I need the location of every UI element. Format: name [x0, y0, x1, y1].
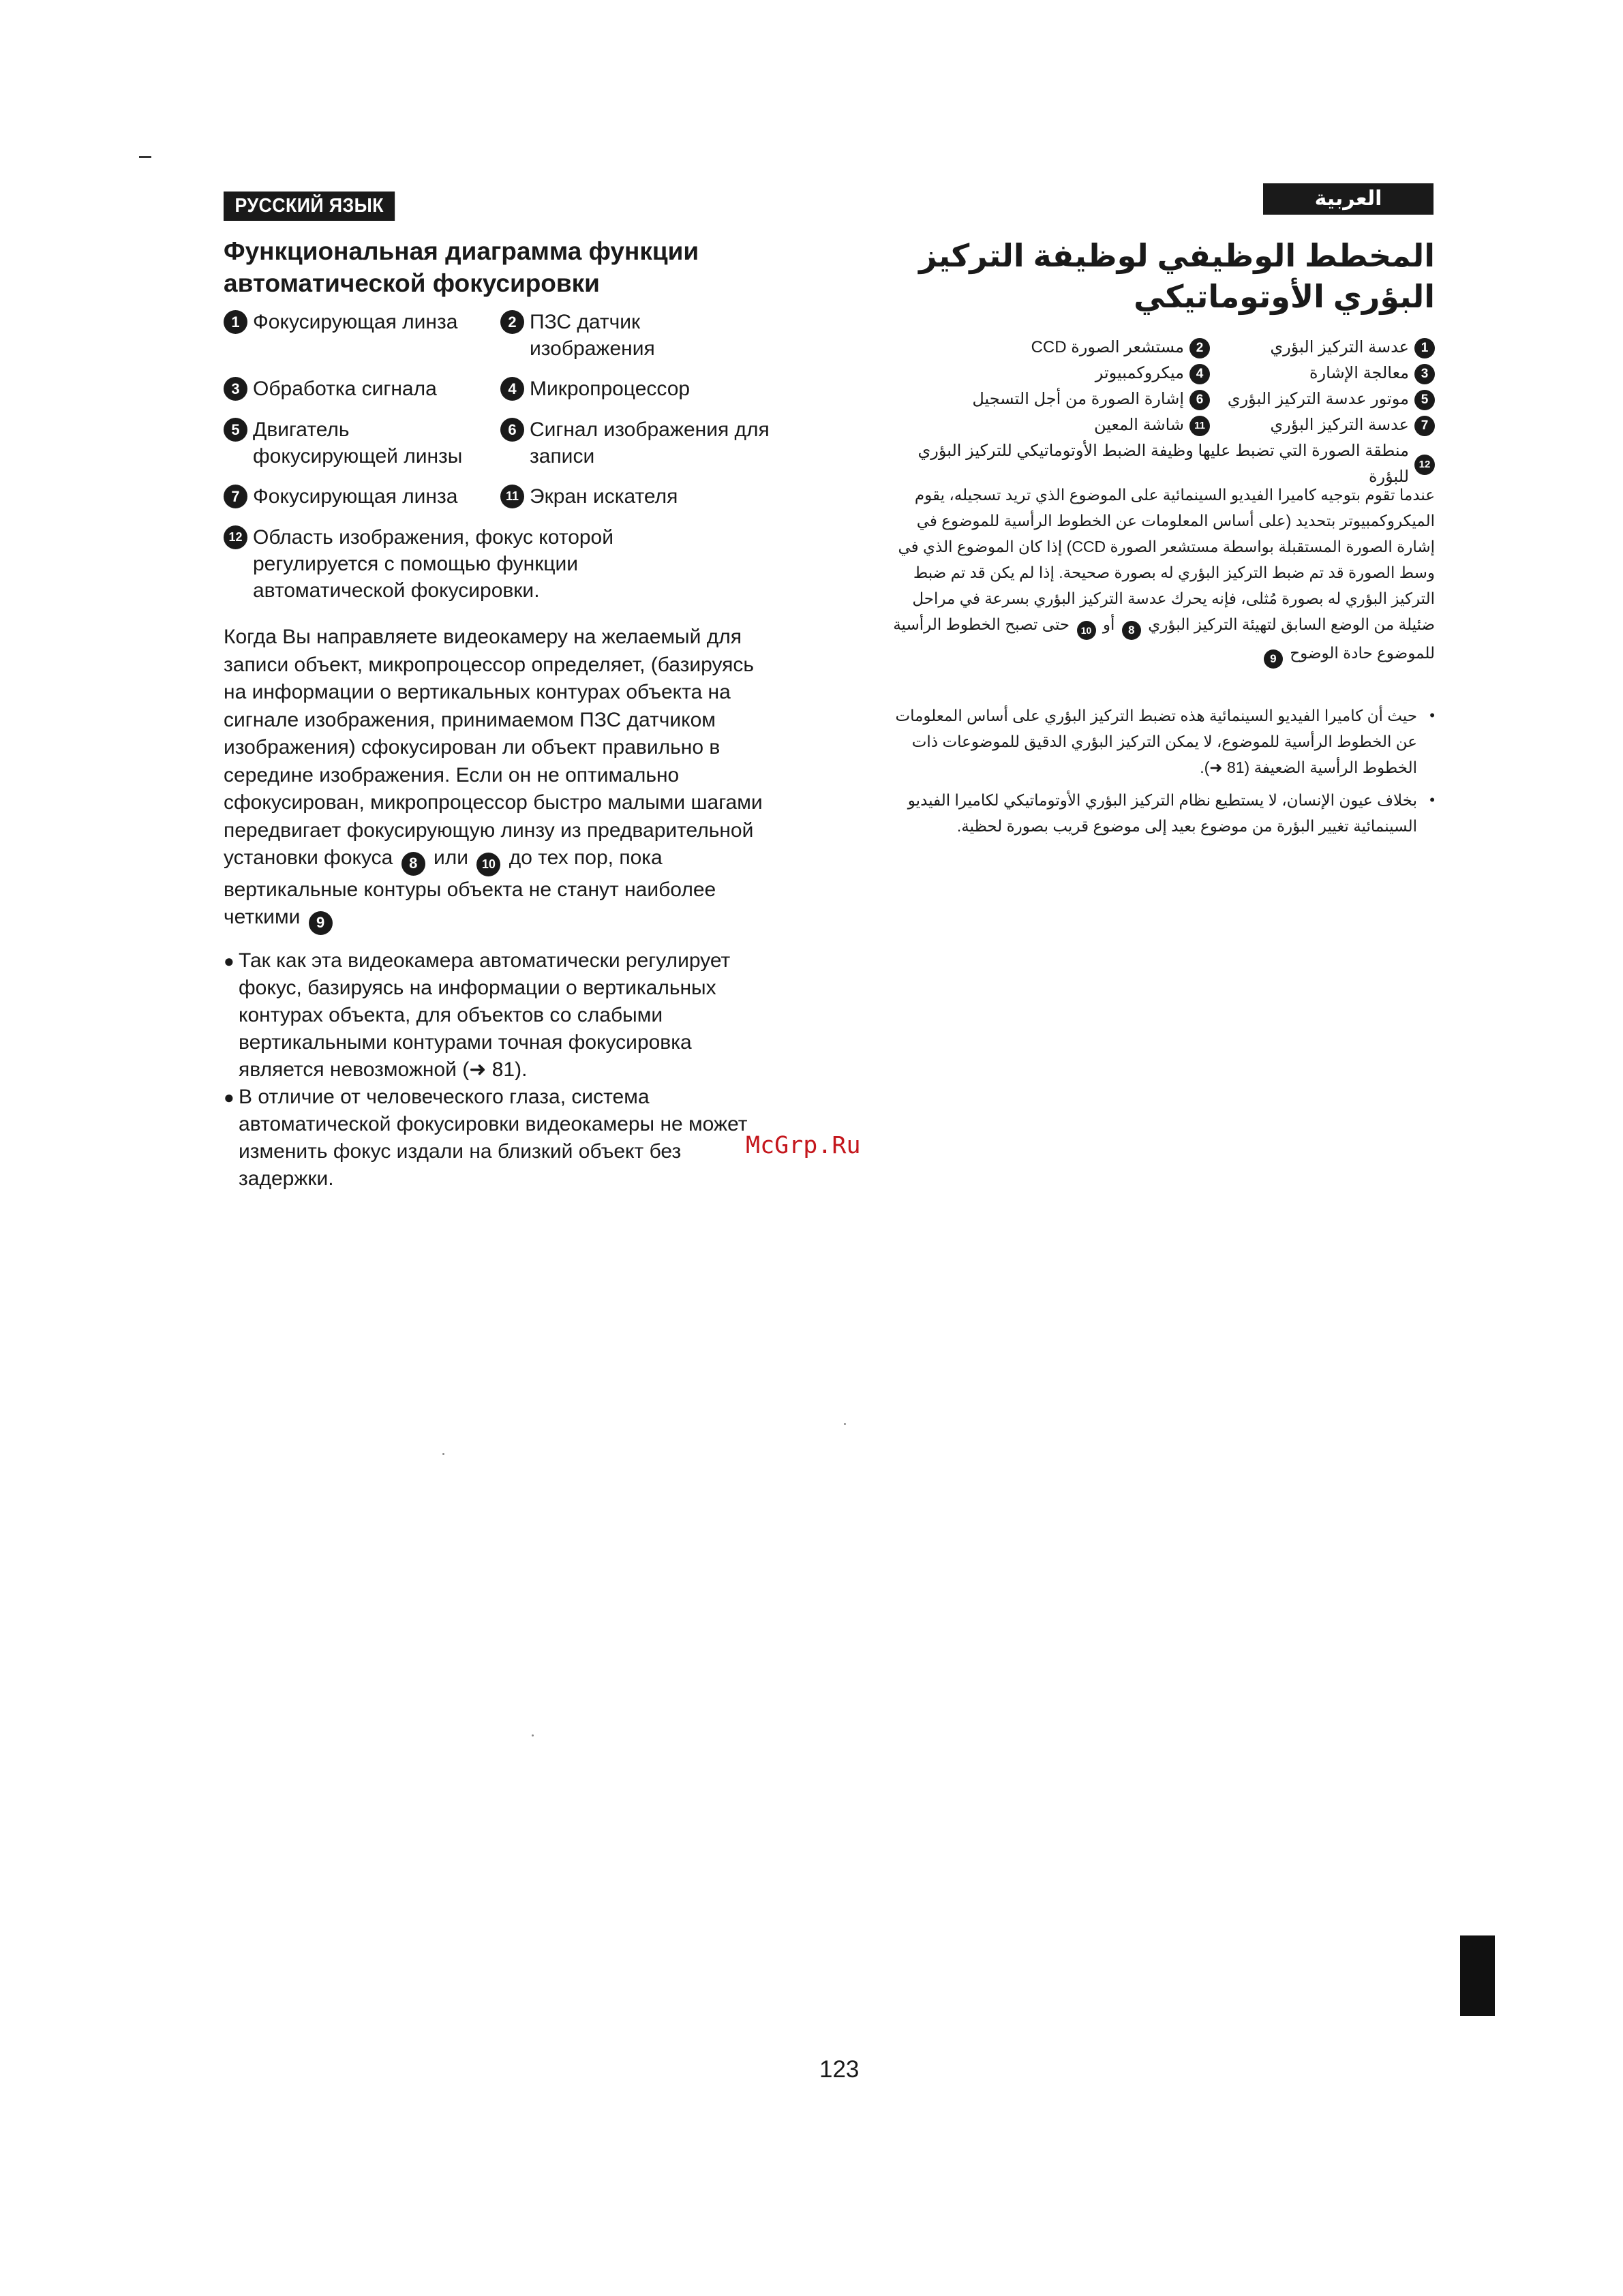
legend-item [972, 386, 1210, 412]
note-text: بخلاف عيون الإنسان، لا يستطيع نظام التركيز البؤري الأوتوماتيكي لكاميرا الفيديو السينمائية تغيير البؤرة من موضوع بعيد إلى موضوع قريب بصورة لحظية. [907, 791, 1417, 835]
russian-title: Функциональная диаграмма функции автоматической фокусировки [224, 237, 699, 297]
legend-label: عدسة التركيز البؤري [1270, 416, 1409, 434]
note-item [224, 1084, 776, 1193]
bullet-icon: • [1429, 707, 1435, 724]
callout-number-icon: 12 [224, 525, 247, 549]
russian-notes [224, 947, 776, 1193]
callout-number-icon: 10 [1077, 621, 1096, 640]
callout-number-icon: 1 [224, 310, 247, 334]
body-text: أو [1102, 615, 1115, 633]
callout-number-icon: 12 [1414, 455, 1435, 475]
note-text: Так как эта видеокамера автоматически регулирует фокус, базируясь на информации о вертикальных контурах объекта, для объектов со слабыми вертикальными контурами точная фокусировка является невозможной (➜ 81). [239, 949, 731, 1081]
legend-item [1270, 412, 1435, 438]
legend-item [1270, 335, 1435, 361]
callout-number-icon: 7 [224, 485, 247, 508]
callout-number-icon: 8 [401, 852, 425, 876]
legend-label: عدسة التركيز البؤري [1270, 338, 1409, 356]
legend-item [879, 438, 1435, 490]
callout-number-icon: 9 [309, 911, 333, 935]
legend-label: Фокусирующая линза [253, 311, 458, 333]
arabic-column [879, 235, 1435, 846]
callout-number-icon: 8 [1122, 621, 1141, 640]
legend-label: منطقة الصورة التي تضبط عليها وظيفة الضبط الأوتوماتيكي للتركيز البؤري للبؤرة [917, 442, 1409, 486]
bullet-icon: ● [224, 951, 234, 971]
scan-speck [532, 1734, 534, 1736]
legend-item [1031, 335, 1210, 361]
callout-number-icon: 11 [1189, 416, 1210, 436]
legend-label: Область изображения, фокус которой регулируется с помощью функции автоматической фокусировки. [253, 526, 613, 602]
callout-number-icon: 11 [500, 485, 524, 508]
legend-label: موتور عدسة التركيز البؤري [1227, 390, 1409, 408]
legend-item [1228, 386, 1435, 412]
legend-item [1095, 361, 1210, 386]
callout-number-icon: 4 [500, 377, 524, 401]
legend-label: Микропроцессор [530, 378, 691, 400]
bullet-icon: ● [224, 1087, 234, 1107]
callout-number-icon: 1 [1414, 338, 1435, 358]
note-text: В отличие от человеческого глаза, система автоматической фокусировки видеокамеры не может изменить фокус издали на близкий объект без задержки. [239, 1086, 748, 1190]
body-text: до тех пор, пока вертикальные контуры объекта не станут наиболее четкими [224, 846, 716, 929]
note-item [879, 787, 1435, 839]
language-badge-arabic: العربية [1263, 183, 1434, 215]
note-item [879, 703, 1435, 780]
arabic-body-paragraph [879, 482, 1435, 669]
bullet-icon: • [1429, 791, 1435, 808]
margin-dash-mark [139, 156, 151, 158]
body-text: Когда Вы направляете видеокамеру на желаемый для записи объект, микропроцессор определяет, (базируясь на информации о вертикальных контурах объекта на сигнале изображения, принимаемом ПЗС датчиком изображения) сфокусирован ли объект правильно в середине изображения. Если он не оптимально сфокусирован, микропроцессор быстро малыми шагами передвигает фокусирующую линзу из предварительной установки фокуса [224, 626, 763, 869]
legend-label: Сигнал изображения для записи [530, 418, 770, 468]
callout-number-icon: 6 [1189, 390, 1210, 410]
legend-label: معالجة الإشارة [1309, 364, 1409, 382]
legend-item [224, 309, 496, 335]
legend-item [500, 309, 705, 362]
legend-item [500, 416, 773, 470]
legend-label: Обработка сигнала [253, 378, 437, 400]
page-number: 123 [819, 2056, 860, 2083]
callout-number-icon: 6 [500, 418, 524, 442]
body-text: عندما تقوم بتوجيه كاميرا الفيديو السينمائية على الموضوع الذي تريد تسجيله، يقوم الميكروكمبيوتر بتحديد (على أساس المعلومات عن الخطوط الرأسية للموضوع في إشارة الصورة المستقبلة بواسطة مستشعر الصورة CCD) إذا كان الموضوع الذي في وسط الصورة قد تم ضبط التركيز البؤري له بصورة صحيحة. إذا لم يكن قد تم ضبط التركيز البؤري له بصورة مُثلى، فإنه يحرك عدسة التركيز البؤري بسرعة في مراحل ضئيلة من الوضع السابق لتهيئة التركيز البؤري [898, 486, 1435, 633]
legend-label: مستشعر الصورة CCD [1031, 338, 1184, 356]
callout-number-icon: 2 [1189, 338, 1210, 358]
russian-body-paragraph [224, 624, 776, 935]
legend-item [224, 524, 660, 604]
legend-item [500, 483, 773, 510]
body-text: حتى تصبح الخطوط الرأسية للموضوع حادة الوضوح [893, 615, 1435, 662]
legend-item [1309, 361, 1435, 386]
arabic-title: المخطط الوظيفي لوظيفة التركيز البؤري الأوتوماتيكي [919, 238, 1435, 314]
body-text: или [434, 846, 469, 869]
arabic-legend [879, 335, 1435, 486]
legend-label: ميكروكمبيوتر [1095, 364, 1184, 382]
legend-item [500, 376, 773, 402]
legend-item [224, 483, 496, 510]
arabic-notes [879, 703, 1435, 839]
russian-legend [224, 309, 776, 624]
callout-number-icon: 7 [1414, 416, 1435, 436]
callout-number-icon: 4 [1189, 364, 1210, 384]
note-text: حيث أن كاميرا الفيديو السينمائية هذه تضبط التركيز البؤري على أساس المعلومات عن الخطوط الرأسية للموضوع، لا يمكن التركيز البؤري الدقيق للموضوعات ذات الخطوط الرأسية الضعيفة (81 ➜). [895, 707, 1417, 776]
legend-label: Экран искателя [530, 485, 678, 508]
scan-speck [442, 1453, 444, 1455]
legend-item [1094, 412, 1210, 438]
legend-item [224, 376, 496, 402]
legend-label: شاشة المعين [1093, 416, 1184, 434]
russian-column [224, 235, 776, 1193]
legend-item [224, 416, 489, 470]
callout-number-icon: 5 [224, 418, 247, 442]
legend-label: إشارة الصورة من أجل التسجيل [972, 390, 1184, 408]
callout-number-icon: 3 [224, 377, 247, 401]
legend-label: ПЗС датчик изображения [530, 311, 655, 360]
callout-number-icon: 3 [1414, 364, 1435, 384]
callout-number-icon: 10 [476, 853, 500, 876]
language-badge-russian: РУССКИЙ ЯЗЫК [224, 192, 395, 221]
callout-number-icon: 5 [1414, 390, 1435, 410]
legend-label: Фокусирующая линза [253, 485, 458, 508]
legend-label: Двигатель фокусирующей линзы [253, 418, 463, 468]
scan-speck [844, 1423, 846, 1425]
callout-number-icon: 2 [500, 310, 524, 334]
callout-number-icon: 9 [1264, 649, 1283, 669]
thumb-index-tab [1460, 1935, 1495, 2016]
watermark: McGrp.Ru [746, 1132, 861, 1159]
note-item [224, 947, 776, 1084]
